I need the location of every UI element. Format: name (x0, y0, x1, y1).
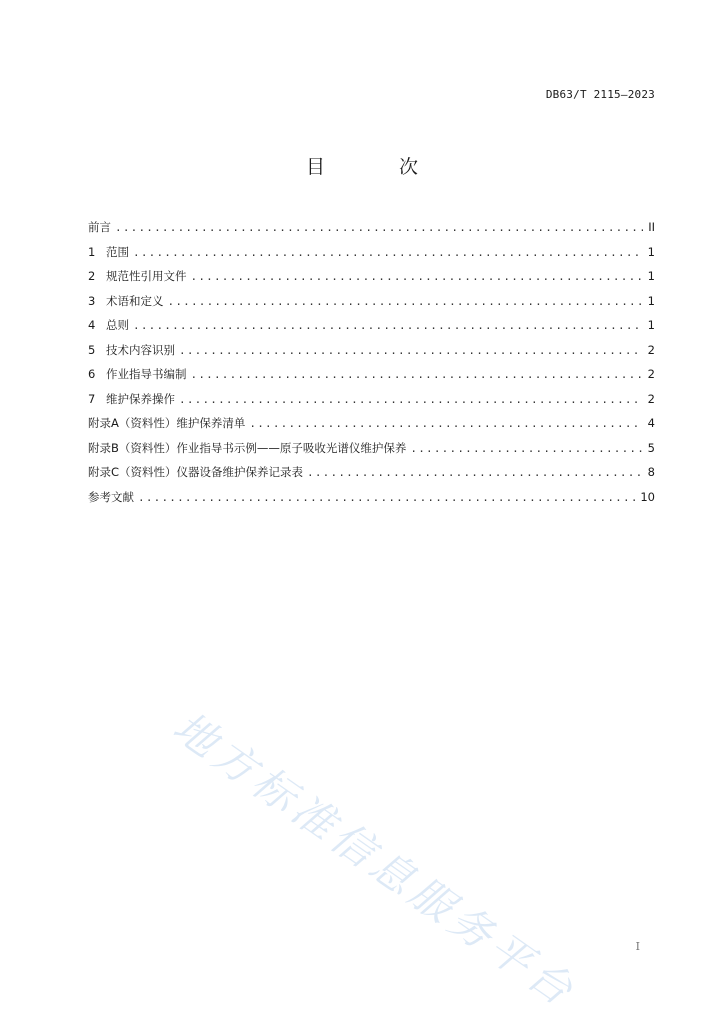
toc-entry-page: 4 (647, 416, 655, 430)
toc-leader-dots (191, 368, 644, 381)
toc-entry-number: 6 (88, 367, 96, 381)
toc-leader-dots (410, 442, 643, 455)
toc-leader-dots (249, 417, 643, 430)
toc-entry-appendix-a[interactable] (88, 415, 655, 440)
toc-entry-label: 参考文献 (88, 489, 134, 504)
toc-entry-terms-definitions[interactable] (88, 293, 655, 318)
toc-entry-page: 1 (647, 318, 655, 332)
toc-entry-number: 5 (88, 342, 96, 357)
toc-entry-number: 4 (88, 318, 96, 332)
toc-leader-dots (133, 246, 643, 259)
toc-entry-bibliography[interactable] (88, 489, 655, 514)
toc-entry-number: 7 (88, 391, 96, 406)
toc-entry-instruction-writing[interactable] (88, 366, 655, 391)
toc-entry-appendix-c[interactable] (88, 464, 655, 489)
toc-leader-dots (179, 393, 643, 406)
table-of-contents (88, 219, 655, 513)
toc-entry-label: 范围 (106, 244, 129, 259)
toc-entry-page: 1 (647, 293, 655, 308)
toc-leader-dots (115, 221, 643, 234)
toc-entry-label: 前言 (88, 220, 111, 234)
toc-entry-page: II (648, 220, 655, 234)
toc-entry-label: 附录B（资料性）作业指导书示例——原子吸收光谱仪维护保养 (88, 440, 407, 455)
toc-entry-technical-content[interactable] (88, 342, 655, 367)
toc-entry-page: 1 (647, 244, 655, 259)
toc-entry-label: 规范性引用文件 (106, 269, 187, 283)
toc-entry-page: 2 (647, 391, 655, 406)
watermark-text: 地方标准信息服务平台 (164, 701, 586, 1018)
toc-leader-dots (307, 466, 643, 479)
toc-leader-dots (168, 295, 644, 308)
toc-entry-number: 2 (88, 269, 96, 283)
toc-entry-page: 10 (640, 489, 655, 504)
toc-leader-dots (179, 344, 643, 357)
toc-entry-label: 作业指导书编制 (106, 367, 187, 381)
toc-entry-scope[interactable] (88, 244, 655, 269)
toc-entry-label: 总则 (106, 318, 129, 332)
footer-page-number: I (635, 940, 640, 953)
toc-entry-maintenance-operation[interactable] (88, 391, 655, 416)
toc-entry-general[interactable] (88, 317, 655, 342)
toc-entry-number: 1 (88, 244, 96, 259)
page-title: 目 次 (305, 156, 453, 178)
toc-entry-number: 3 (88, 293, 96, 308)
toc-entry-page: 5 (647, 440, 655, 455)
toc-entry-appendix-b[interactable] (88, 440, 655, 465)
toc-entry-label: 附录A（资料性）维护保养清单 (88, 416, 246, 430)
document-code: DB63/T 2115—2023 (545, 88, 655, 101)
toc-entry-preface[interactable] (88, 219, 655, 244)
toc-entry-page: 1 (647, 269, 655, 283)
toc-entry-normative-references[interactable] (88, 268, 655, 293)
toc-entry-label: 维护保养操作 (106, 391, 175, 406)
toc-leader-dots (133, 319, 643, 332)
toc-entry-page: 2 (647, 342, 655, 357)
toc-entry-page: 2 (647, 367, 655, 381)
toc-entry-page: 8 (647, 465, 655, 479)
toc-entry-label: 附录C（资料性）仪器设备维护保养记录表 (88, 465, 304, 479)
toc-entry-label: 术语和定义 (106, 293, 164, 308)
toc-entry-label: 技术内容识别 (106, 342, 175, 357)
toc-leader-dots (191, 270, 644, 283)
toc-leader-dots (138, 491, 636, 504)
